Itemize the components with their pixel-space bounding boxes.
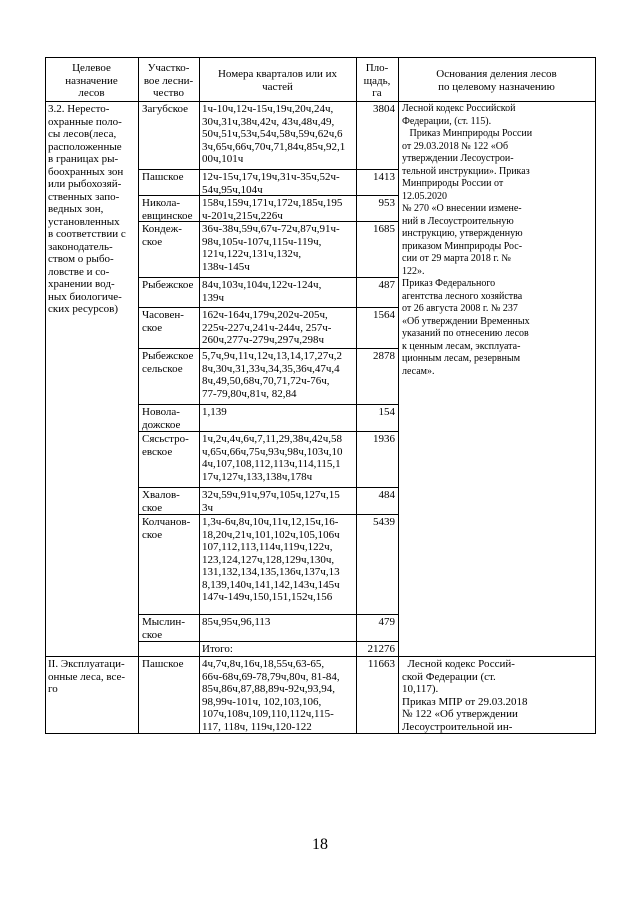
row-forestry: Часовен- ское <box>142 309 184 334</box>
grid-hline <box>138 514 398 515</box>
row-forestry: Мыслин- ское <box>142 616 185 641</box>
grid-vline <box>138 57 139 734</box>
row-quarters: 1ч-10ч,12ч-15ч,19ч,20ч,24ч, 30ч,31ч,38ч,42ч, 43ч,48ч,49, 50ч,51ч,53ч,54ч,58ч,59ч,62ч,6 3ч,65ч,66ч,70ч,71,84ч,85ч,92,1 00ч,101ч <box>202 103 346 165</box>
header-basis: Основания деления лесов по целевому назначению <box>436 68 557 93</box>
row-area: 154 <box>378 406 395 418</box>
grid-hline <box>138 641 398 642</box>
grid-vline <box>356 57 357 734</box>
row-quarters: 12ч-15ч,17ч,19ч,31ч-35ч,52ч- 54ч,95ч,104ч <box>202 171 340 196</box>
grid-hline <box>138 614 398 615</box>
row-forestry: Пашское <box>142 171 184 183</box>
row-quarters: 162ч-164ч,179ч,202ч-205ч, 225ч-227ч,241ч-244ч, 257ч- 260ч,277ч-279ч,297ч,298ч <box>202 309 332 346</box>
grid-hline <box>45 656 595 657</box>
header-forestry: Участко- вое лесни- чество <box>143 62 194 99</box>
section1-purpose: 3.2. Нересто- охранные поло- сы лесов(леса, расположенные в границах ры- боохранных зон или рыбохозяй- ственных запо- ведных зон, установленных в соответствии с законодатель- ством о рыбо- ловстве и со- хранении вод- ных биологиче- ских ресурсов) <box>48 103 126 315</box>
header-area: Пло- щадь, га <box>363 62 391 99</box>
row-quarters: 36ч-38ч,59ч,67ч-72ч,87ч,91ч- 98ч,105ч-107ч,115ч-119ч, 121ч,122ч,131ч,132ч, 138ч-145ч <box>202 223 340 273</box>
row-area: 3804 <box>373 103 395 115</box>
row-area: 479 <box>378 616 395 628</box>
grid-hline <box>138 307 398 308</box>
grid-hline <box>138 277 398 278</box>
row-quarters: 158ч,159ч,171ч,172ч,185ч,195 ч-201ч,215ч,226ч <box>202 197 343 222</box>
row-area: 1564 <box>373 309 395 321</box>
row-quarters: 1ч,2ч,4ч,6ч,7,11,29,38ч,42ч,58 ч,65ч,66ч,75ч,93ч,98ч,103ч,10 4ч,107,108,112,113ч,114,115,1 17ч,127ч,133,138ч,178ч <box>202 433 343 483</box>
row-quarters: 85ч,95ч,96,113 <box>202 616 271 628</box>
row-forestry: Загубское <box>142 103 189 115</box>
total-area: 21276 <box>367 643 395 655</box>
section1-basis: Лесной кодекс Российской Федерации, (ст. 115). Приказ Минприроды России от 29.03.2018 № 122 «Об утверждении Лесоустрои- тельной инструкции». Приказ Минприроды России от 12.05.2020 № 270 «О внесении измене- ний в Лесоустроительную инструкцию, утвержденную приказом Минприроды Рос- сии от 29 марта 2018 г. № 122». Приказ Федерального агентства лесного хозяйства от 26 августа 2008 г. № 237 «Об утверждении Временных указаний по отнесению лесов к ценным лесам, эксплуата- ционным лесам, резервным лесам». <box>402 103 533 377</box>
grid-hline <box>138 487 398 488</box>
row-forestry: Колчанов- ское <box>142 516 191 541</box>
row-forestry: Хвалов- ское <box>142 489 180 514</box>
row-forestry: Рыбежское <box>142 279 194 291</box>
section2-area: 11663 <box>367 658 395 670</box>
total-label: Итого: <box>202 643 233 655</box>
row-forestry: Никола- евщинское <box>142 197 193 222</box>
row-area: 484 <box>378 489 395 501</box>
grid-hline <box>45 57 595 58</box>
row-area: 1413 <box>373 171 395 183</box>
grid-hline <box>45 733 595 734</box>
grid-vline <box>45 57 46 734</box>
row-area: 5439 <box>373 516 395 528</box>
header-purpose: Целевое назначение лесов <box>65 62 118 99</box>
row-quarters: 84ч,103ч,104ч,122ч-124ч, 139ч <box>202 279 322 304</box>
row-forestry: Кондеж- ское <box>142 223 182 248</box>
section2-quarters: 4ч,7ч,8ч,16ч,18,55ч,63-65, 66ч-68ч,69-78,79ч,80ч, 81-84, 85ч,86ч,87,88,89ч-92ч,93,94, 98,99ч-101ч, 102,103,106, 107ч,108ч,109,110,112ч,115- 117, 118ч, 119ч,120-122 <box>202 658 340 733</box>
grid-hline <box>138 169 398 170</box>
row-forestry: Новола- дожское <box>142 406 181 431</box>
row-area: 1685 <box>373 223 395 235</box>
grid-vline <box>199 57 200 734</box>
row-area: 953 <box>378 197 395 209</box>
row-area: 1936 <box>373 433 395 445</box>
row-forestry: Сясьстро- евское <box>142 433 189 458</box>
grid-vline <box>595 57 596 734</box>
grid-hline <box>138 404 398 405</box>
section2-basis: Лесной кодекс Россий- ской Федерации (ст. 10,117). Приказ МПР от 29.03.2018 № 122 «Об утверждении Лесоустроительной ин- <box>402 658 528 733</box>
grid-hline <box>45 101 595 102</box>
row-area: 2878 <box>373 350 395 362</box>
row-quarters: 32ч,59ч,91ч,97ч,105ч,127ч,15 3ч <box>202 489 340 514</box>
section2-forestry: Пашское <box>142 658 184 670</box>
grid-hline <box>138 348 398 349</box>
header-quarters: Номера кварталов или их частей <box>217 68 338 93</box>
row-quarters: 1,3ч-6ч,8ч,10ч,11ч,12,15ч,16- 18,20ч,21ч,101,102ч,105,106ч 107,112,113,114ч,119ч,122ч, 123,124,127ч,128,129ч,130ч, 131,132,134,135,136ч,137ч,13 8,139,140ч,141,142,143ч,145ч 147ч-149ч,150,151,152ч,156 <box>202 516 340 603</box>
section2-purpose: II. Эксплуатаци- онные леса, все- го <box>48 658 126 695</box>
grid-hline <box>138 431 398 432</box>
row-area: 487 <box>378 279 395 291</box>
row-quarters: 5,7ч,9ч,11ч,12ч,13,14,17,27ч,2 8ч,30ч,31,33ч,34,35,36ч,47ч,4 8ч,49,50,68ч,70,71,72ч-76ч, 77-79,80ч,81ч, 82,84 <box>202 350 343 400</box>
grid-vline <box>398 57 399 734</box>
page-number: 18 <box>312 836 328 853</box>
row-forestry: Рыбежское сельское <box>142 350 194 375</box>
row-quarters: 1,139 <box>202 406 227 418</box>
